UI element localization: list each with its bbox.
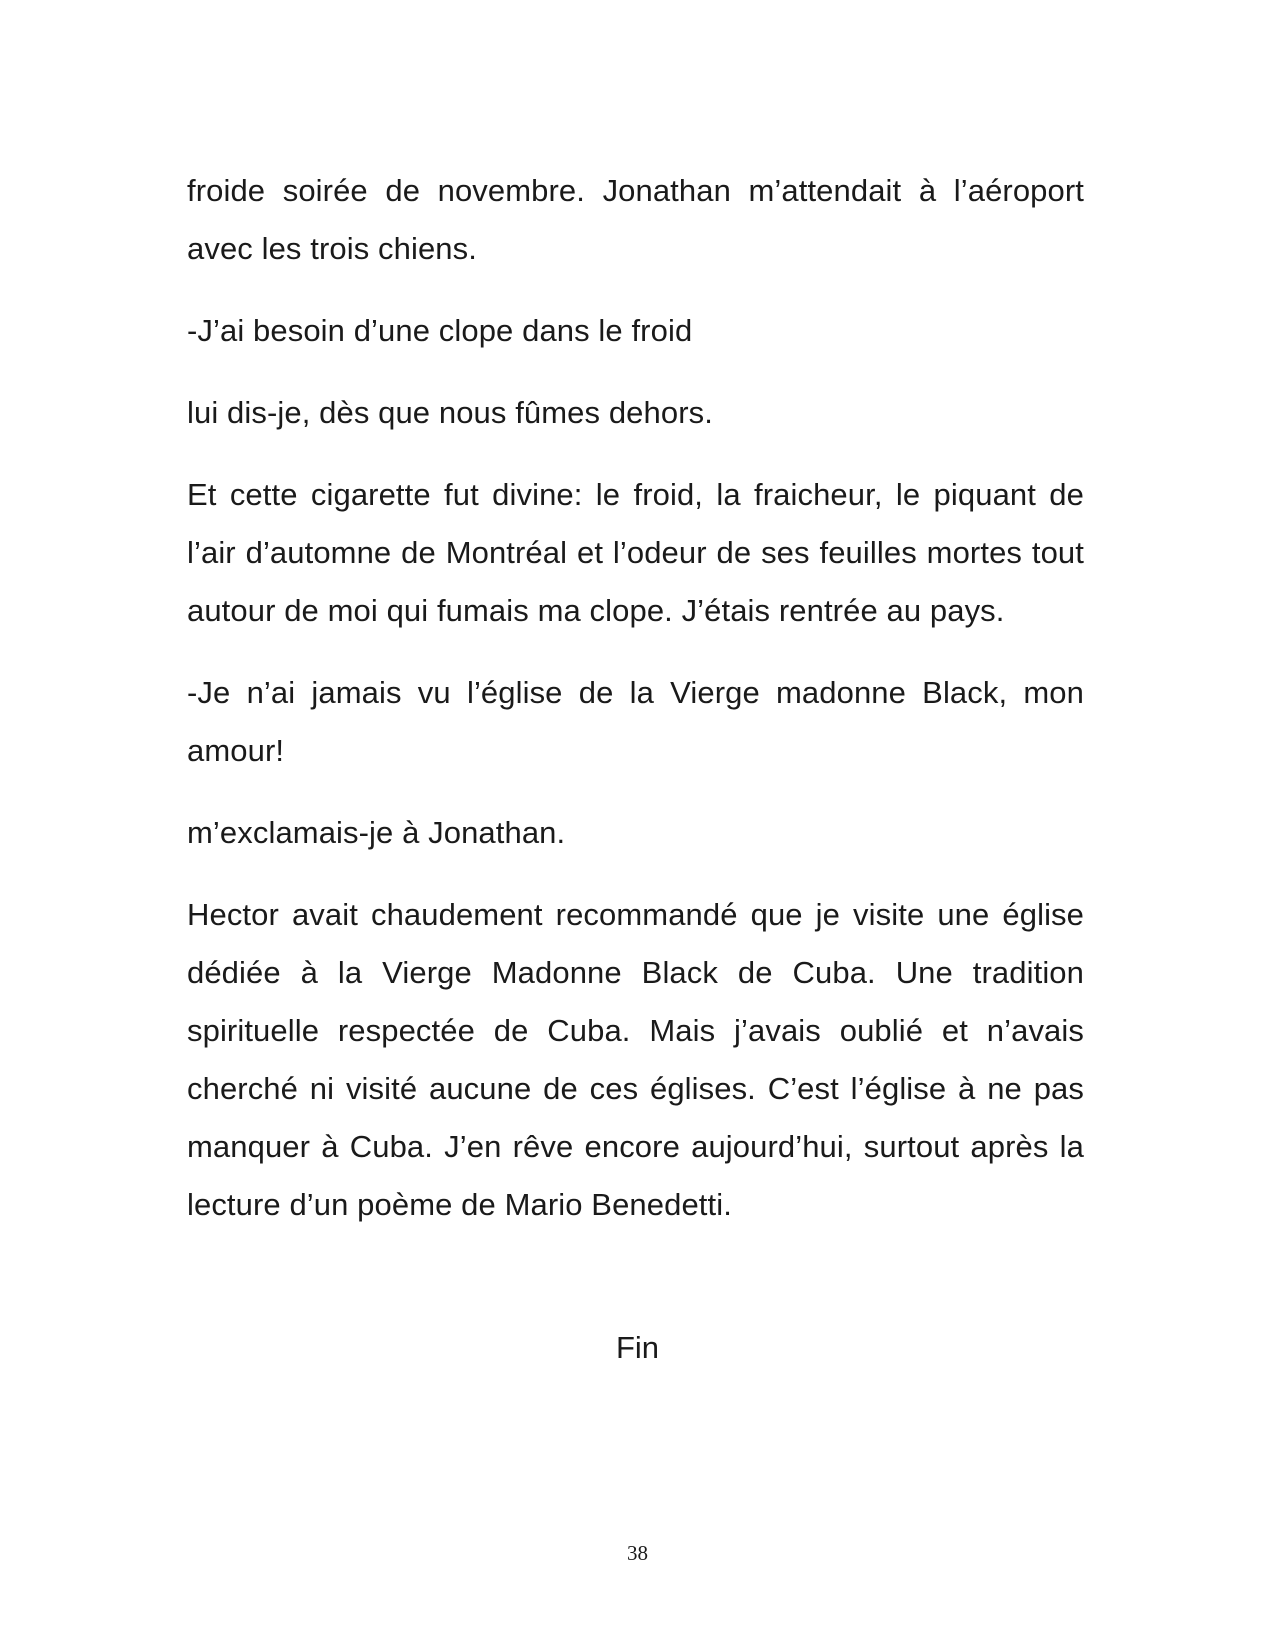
ending-text: Fin xyxy=(615,1330,660,1365)
body-text xyxy=(187,162,1084,1258)
paragraph-5: -Je n’ai jamais vu l’église de la Vierge madonne Black, mon amour! xyxy=(187,675,1084,768)
paragraph-6: m’exclamais-je à Jonathan. xyxy=(187,815,566,850)
page-number: 38 xyxy=(627,1541,648,1565)
paragraph-4: Et cette cigarette fut divine: le froid, la fraicheur, le piquant de l’air d’automne de Montréal et l’odeur de ses feuilles mortes tout autour de moi qui fumais ma clope. J’étais rentrée au pays. xyxy=(187,477,1084,628)
paragraph-2: -J’ai besoin d’une clope dans le froid xyxy=(187,313,693,348)
paragraph-7: Hector avait chaudement recommandé que je visite une église dédiée à la Vierge Madonne Black de Cuba. Une tradition spirituelle respectée de Cuba. Mais j’avais oublié et n’avais cherché ni visité aucune de ces églises. C’est l’église à ne pas manquer à Cuba. J’en rêve encore aujourd’hui, surtout après la lecture d’un poème de Mario Benedetti. xyxy=(187,897,1084,1222)
paragraph-1: froide soirée de novembre. Jonathan m’attendait à l’aéroport avec les trois chiens. xyxy=(187,173,1084,266)
paragraph-3: lui dis-je, dès que nous fûmes dehors. xyxy=(187,395,713,430)
